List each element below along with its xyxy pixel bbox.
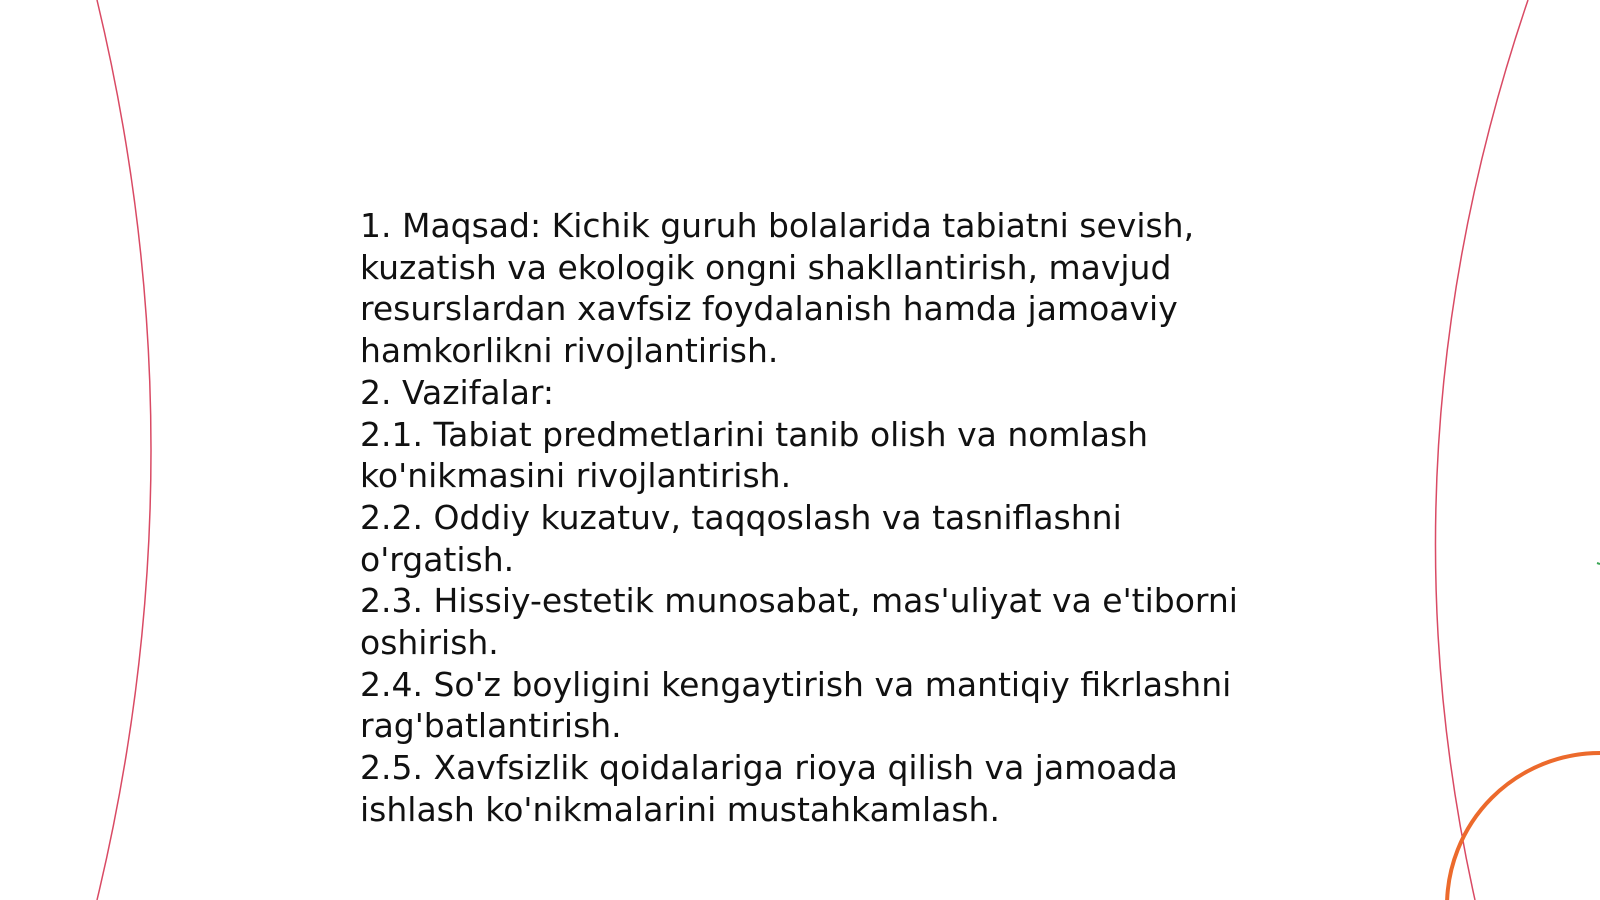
- text-line: resurslardan xavfsiz foydalanish hamda jamoaviy: [360, 289, 1178, 329]
- text-line: oshirish.: [360, 623, 499, 663]
- text-line: 2.4. So'z boyligini kengaytirish va mantiqiy fikrlashni: [360, 664, 1232, 704]
- text-line: 2.3. Hissiy-estetik munosabat, mas'uliyat va e'tiborni: [360, 581, 1238, 621]
- text-line: ishlash ko'nikmalarini mustahkamlash.: [360, 789, 1000, 829]
- text-line: 1. Maqsad: Kichik guruh bolalarida tabiatni sevish,: [360, 206, 1195, 245]
- text-line: 2.5. Xavfsizlik qoidalariga rioya qilish va jamoada: [360, 748, 1178, 788]
- right-arc-line: [1435, 0, 1528, 900]
- objectives-text: [360, 205, 1240, 831]
- text-line: hamkorlikni rivojlantirish.: [360, 331, 779, 371]
- text-line: o'rgatish.: [360, 539, 515, 579]
- text-line: 2.1. Tabiat predmetlarini tanib olish va nomlash: [360, 414, 1149, 454]
- text-line: kuzatish va ekologik ongni shakllantirish, mavjud: [360, 247, 1172, 287]
- text-line: rag'batlantirish.: [360, 706, 622, 746]
- left-arc-line: [97, 0, 151, 900]
- text-line: 2. Vazifalar:: [360, 372, 555, 412]
- text-line: 2.2. Oddiy kuzatuv, taqqoslash va tasniflashni: [360, 497, 1122, 537]
- text-line: ko'nikmasini rivojlantirish.: [360, 456, 792, 496]
